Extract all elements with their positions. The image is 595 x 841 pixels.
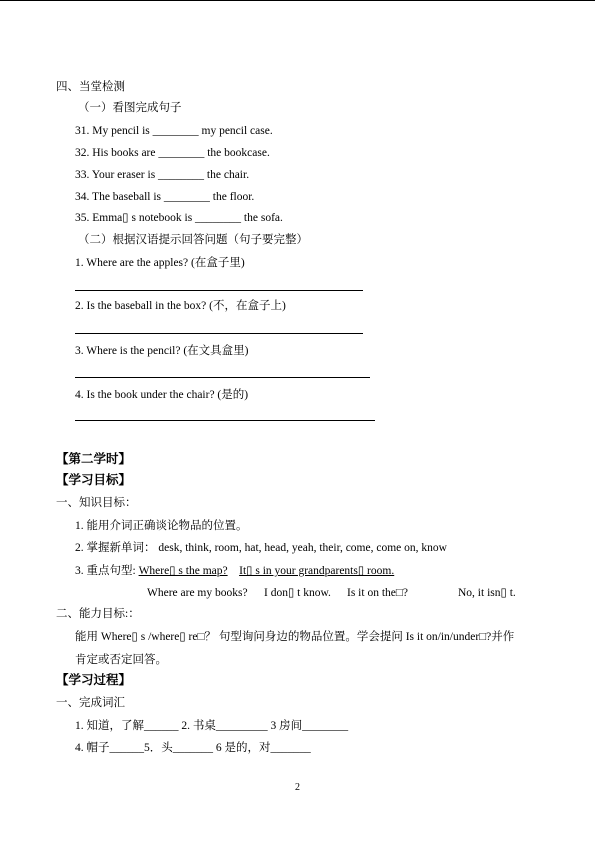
- key-sentence: It▯ s in your grandparents▯ room.: [239, 565, 395, 577]
- answer-line: [75, 377, 370, 378]
- section-heading: 四、当堂检测: [56, 81, 125, 93]
- goals-title: 【学习目标】: [56, 473, 132, 487]
- key-sentence: I don▯ t know.: [264, 587, 331, 599]
- key-sentences-label: 3. 重点句型:: [75, 565, 139, 577]
- process-title: 【学习过程】: [56, 673, 132, 687]
- ability-text: 肯定或否定回答。: [75, 654, 167, 666]
- lesson-title: 【第二学时】: [56, 452, 132, 466]
- question-item: 1. Where are the apples? (在盒子里): [75, 257, 245, 269]
- question-item: 3. Where is the pencil? (在文具盒里): [75, 345, 249, 357]
- key-sentence: Where are my books?: [147, 587, 248, 599]
- answer-line: [75, 333, 363, 334]
- vocab-row: 1. 知道，了解______ 2. 书桌_________ 3 房间________: [75, 720, 349, 732]
- page-number: 2: [295, 782, 300, 793]
- exercise-item: 35. Emma▯ s notebook is ________ the sofa.: [75, 212, 283, 224]
- top-border-line: [0, 0, 595, 1]
- key-sentence: Where▯ s the map?: [138, 565, 228, 577]
- vocab-row: 4. 帽子______5．头_______ 6 是的，对_______: [75, 742, 311, 754]
- exercise-item: 33. Your eraser is ________ the chair.: [75, 169, 250, 181]
- answer-line: [75, 290, 363, 291]
- ability-text: 能用 Where▯ s /where▯ re□？ 句型询问身边的物品位置。学会提问 Is it on/in/under□?并作: [75, 631, 515, 643]
- exercise-item: 31. My pencil is ________ my pencil case.: [75, 125, 273, 137]
- knowledge-item: 1. 能用介词正确谈论物品的位置。: [75, 520, 248, 532]
- answer-line: [75, 420, 375, 421]
- key-sentences-row: [75, 564, 394, 578]
- part1-title: （一）看图完成句子: [78, 102, 182, 114]
- exercise-item: 32. His books are ________ the bookcase.: [75, 147, 270, 159]
- part2-title: （二）根据汉语提示回答问题（句子要完整）: [78, 234, 308, 246]
- knowledge-heading: 一、知识目标：: [56, 497, 137, 509]
- vocab-heading: 一、完成词汇: [56, 697, 125, 709]
- question-item: 4. Is the book under the chair? (是的): [75, 389, 249, 401]
- key-sentence: Is it on the□?: [347, 587, 408, 599]
- ability-heading: 二、能力目标:：: [56, 608, 140, 620]
- question-item: 2. Is the baseball in the box? (不，在盒子上): [75, 300, 286, 312]
- knowledge-item: 2. 掌握新单词： desk, think, room, hat, head, yeah, their, come, come on, know: [75, 542, 447, 554]
- exercise-item: 34. The baseball is ________ the floor.: [75, 191, 255, 203]
- key-sentence: No, it isn▯ t.: [458, 587, 516, 599]
